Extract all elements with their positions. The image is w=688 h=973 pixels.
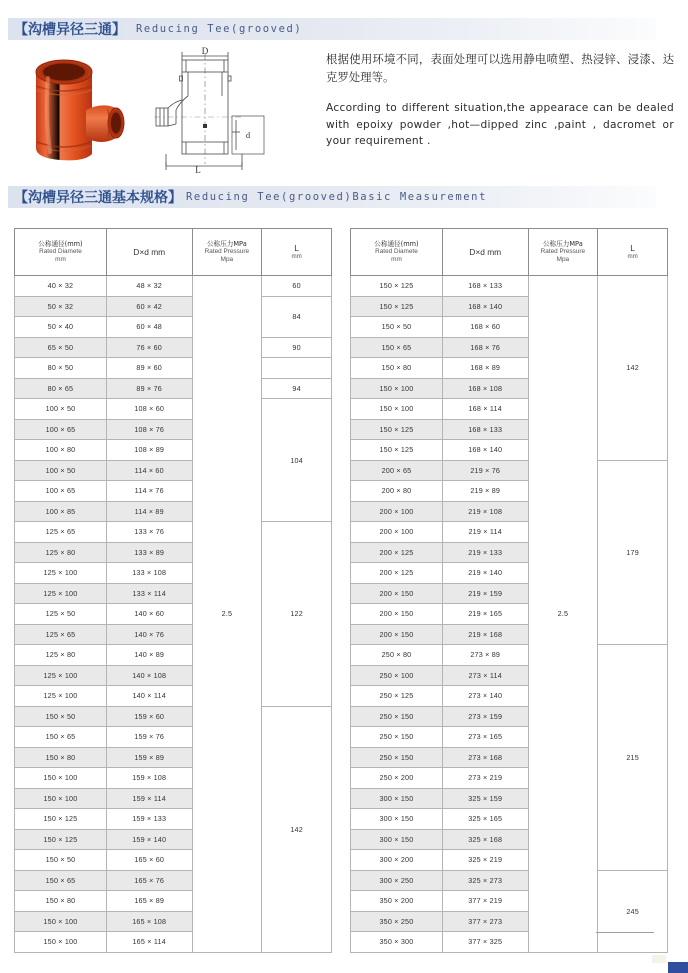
cell-length: 245 [598,870,668,952]
cell-nominal-diameter: 100 × 50 [15,399,107,420]
cell-dxd: 133 × 76 [106,522,192,543]
cell-nominal-diameter: 100 × 85 [15,501,107,522]
table-row [351,870,668,891]
cell-dxd: 168 × 89 [442,358,528,379]
cell-dxd: 219 × 140 [442,563,528,584]
cell-dxd: 159 × 60 [106,706,192,727]
section-title-cn: 【沟槽异径三通基本规格】 [14,190,182,206]
cell-dxd: 60 × 48 [106,317,192,338]
cell-dxd: 377 × 273 [442,911,528,932]
cell-nominal-diameter: 100 × 65 [15,481,107,502]
cell-dxd: 168 × 114 [442,399,528,420]
technical-cross-section-drawing [152,46,318,178]
cell-dxd: 159 × 76 [106,727,192,748]
cell-nominal-diameter: 150 × 65 [15,727,107,748]
cell-nominal-diameter: 50 × 40 [15,317,107,338]
header-dxd [442,229,528,276]
cell-nominal-diameter: 250 × 125 [351,686,443,707]
cell-nominal-diameter: 150 × 100 [351,399,443,420]
header-nominal-unit: mm [391,256,402,264]
cell-dxd: 273 × 140 [442,686,528,707]
cell-nominal-diameter: 250 × 100 [351,665,443,686]
cell-dxd: 89 × 76 [106,378,192,399]
cell-nominal-diameter: 200 × 80 [351,481,443,502]
cell-length: 215 [598,645,668,871]
cell-nominal-diameter: 150 × 80 [15,891,107,912]
dimension-label-d-branch: d [245,130,251,140]
section-title-en: Reducing Tee(grooved)Basic Measurement [186,191,488,203]
footer-swatch-blue [668,962,688,973]
cell-nominal-diameter: 200 × 150 [351,583,443,604]
cell-nominal-diameter: 65 × 50 [15,337,107,358]
cell-dxd: 273 × 168 [442,747,528,768]
table-row [15,706,332,727]
header-dxd [106,229,192,276]
cell-dxd: 76 × 60 [106,337,192,358]
cell-dxd: 168 × 133 [442,419,528,440]
spec-table-right-container [350,228,668,953]
description-english: According to different situation,the appearace can be dealed with epoixy powder ,hot—dipped zinc ,paint , dacromet or your requirement . [326,102,674,147]
cell-nominal-diameter: 40 × 32 [15,276,107,297]
cell-nominal-diameter: 100 × 65 [15,419,107,440]
cell-length: 122 [262,522,332,707]
cell-dxd: 165 × 108 [106,911,192,932]
cell-dxd: 219 × 76 [442,460,528,481]
cell-dxd: 108 × 60 [106,399,192,420]
cell-dxd: 165 × 114 [106,932,192,953]
header-length [598,229,668,276]
cell-dxd: 219 × 114 [442,522,528,543]
cell-nominal-diameter: 150 × 100 [15,768,107,789]
cell-nominal-diameter: 300 × 150 [351,829,443,850]
spec-table-right [350,228,668,953]
header-pressure-en: Rated Pressure [204,248,250,256]
cell-nominal-diameter: 300 × 250 [351,870,443,891]
cell-dxd: 325 × 273 [442,870,528,891]
section-header-product [8,18,656,40]
header-nominal-cn: 公称通径(mm) [38,239,83,248]
table-row [15,276,332,297]
header-dxd-label: D×d mm [133,246,166,257]
header-nominal-cn: 公称通径(mm) [374,239,419,248]
cell-dxd: 325 × 159 [442,788,528,809]
cell-length: 94 [262,378,332,399]
cell-nominal-diameter: 200 × 100 [351,522,443,543]
table-row [351,460,668,481]
header-rated-pressure [192,229,262,276]
cell-nominal-diameter: 125 × 80 [15,542,107,563]
cell-dxd: 219 × 159 [442,583,528,604]
table-header-row [15,229,332,276]
cell-dxd: 168 × 133 [442,276,528,297]
cell-dxd: 140 × 60 [106,604,192,625]
cell-nominal-diameter: 80 × 65 [15,378,107,399]
cell-nominal-diameter: 300 × 200 [351,850,443,871]
cell-nominal-diameter: 200 × 125 [351,563,443,584]
cell-nominal-diameter: 250 × 150 [351,727,443,748]
cell-nominal-diameter: 150 × 50 [15,850,107,871]
cell-dxd: 273 × 159 [442,706,528,727]
cell-dxd: 165 × 89 [106,891,192,912]
section-header-specs [8,186,656,208]
header-length [262,229,332,276]
cell-dxd: 140 × 108 [106,665,192,686]
footer-rule [596,932,654,933]
header-nominal-unit: mm [55,256,66,264]
spec-table-left [14,228,332,953]
header-rated-pressure [528,229,598,276]
cell-dxd: 89 × 60 [106,358,192,379]
cell-nominal-diameter: 150 × 125 [351,276,443,297]
cell-nominal-diameter: 125 × 65 [15,624,107,645]
spec-table-left-container [14,228,332,953]
cell-length: 142 [598,276,668,461]
cell-nominal-diameter: 125 × 80 [15,645,107,666]
cell-rated-pressure: 2.5 [528,276,598,953]
cell-nominal-diameter: 250 × 200 [351,768,443,789]
cell-dxd: 219 × 133 [442,542,528,563]
cell-nominal-diameter: 200 × 150 [351,624,443,645]
cell-length: 142 [262,706,332,952]
cell-dxd: 133 × 89 [106,542,192,563]
cell-length: 84 [262,296,332,337]
header-nominal-diameter [351,229,443,276]
cell-dxd: 114 × 76 [106,481,192,502]
cell-dxd: 140 × 76 [106,624,192,645]
table-row [15,378,332,399]
cell-nominal-diameter: 150 × 100 [15,932,107,953]
cell-dxd: 219 × 108 [442,501,528,522]
cell-dxd: 159 × 133 [106,809,192,830]
cell-nominal-diameter: 150 × 125 [351,296,443,317]
cell-nominal-diameter: 150 × 125 [351,419,443,440]
cell-dxd: 114 × 60 [106,460,192,481]
cell-dxd: 159 × 140 [106,829,192,850]
cell-nominal-diameter: 50 × 32 [15,296,107,317]
cell-dxd: 60 × 42 [106,296,192,317]
cell-nominal-diameter: 200 × 65 [351,460,443,481]
table-row [15,296,332,317]
cell-dxd: 273 × 89 [442,645,528,666]
cell-dxd: 219 × 165 [442,604,528,625]
header-pressure-unit: Mpa [556,256,570,264]
table-row [15,358,332,379]
header-length-label: L [294,242,299,253]
cell-nominal-diameter: 150 × 50 [15,706,107,727]
dimension-label-l-bottom: L [195,165,201,175]
cell-dxd: 140 × 114 [106,686,192,707]
cell-nominal-diameter: 300 × 150 [351,788,443,809]
table-header-row [351,229,668,276]
cell-nominal-diameter: 350 × 200 [351,891,443,912]
table-row [15,337,332,358]
cell-dxd: 219 × 168 [442,624,528,645]
header-nominal-en: Rated Diamete [375,248,418,256]
cell-nominal-diameter: 150 × 125 [15,809,107,830]
cell-nominal-diameter: 150 × 65 [351,337,443,358]
cell-dxd: 219 × 89 [442,481,528,502]
cell-dxd: 377 × 325 [442,932,528,953]
cell-nominal-diameter: 200 × 100 [351,501,443,522]
cell-dxd: 159 × 89 [106,747,192,768]
cell-nominal-diameter: 125 × 50 [15,604,107,625]
cell-nominal-diameter: 300 × 150 [351,809,443,830]
description-chinese: 根据使用环境不同，表面处理可以选用静电喷塑、热浸锌、浸漆、达克罗处理等。 [326,52,674,84]
cell-nominal-diameter: 150 × 80 [351,358,443,379]
cell-nominal-diameter: 80 × 50 [15,358,107,379]
cell-dxd: 159 × 108 [106,768,192,789]
cell-length: 90 [262,337,332,358]
cell-dxd: 108 × 76 [106,419,192,440]
section-title-cn: 【沟槽异径三通】 [14,22,126,38]
cell-nominal-diameter: 100 × 50 [15,460,107,481]
header-nominal-diameter [15,229,107,276]
cell-nominal-diameter: 150 × 125 [15,829,107,850]
table-row [15,522,332,543]
cell-dxd: 133 × 108 [106,563,192,584]
cell-length: 60 [262,276,332,297]
cell-rated-pressure: 2.5 [192,276,262,953]
cell-dxd: 133 × 114 [106,583,192,604]
header-dxd-label: D×d mm [469,246,502,257]
cell-nominal-diameter: 200 × 125 [351,542,443,563]
cell-dxd: 273 × 219 [442,768,528,789]
spec-table-right-body [351,276,668,953]
cell-nominal-diameter: 150 × 65 [15,870,107,891]
cell-dxd: 165 × 60 [106,850,192,871]
cell-dxd: 168 × 60 [442,317,528,338]
cell-nominal-diameter: 150 × 125 [351,440,443,461]
cell-nominal-diameter: 250 × 80 [351,645,443,666]
header-length-unit: mm [291,253,302,261]
cell-dxd: 168 × 108 [442,378,528,399]
cell-dxd: 140 × 89 [106,645,192,666]
table-row [351,645,668,666]
header-length-label: L [630,242,635,253]
cell-dxd: 168 × 76 [442,337,528,358]
cell-nominal-diameter: 350 × 300 [351,932,443,953]
header-nominal-en: Rated Diamete [39,248,82,256]
section-title-en: Reducing Tee(grooved) [136,23,303,35]
cell-dxd: 273 × 165 [442,727,528,748]
table-row [351,276,668,297]
cell-dxd: 108 × 89 [106,440,192,461]
cell-nominal-diameter: 150 × 100 [15,788,107,809]
cell-dxd: 168 × 140 [442,296,528,317]
cell-nominal-diameter: 250 × 150 [351,706,443,727]
cell-dxd: 325 × 165 [442,809,528,830]
cell-length [262,358,332,379]
cell-nominal-diameter: 125 × 100 [15,686,107,707]
cell-nominal-diameter: 150 × 80 [15,747,107,768]
cell-nominal-diameter: 125 × 100 [15,583,107,604]
cell-nominal-diameter: 125 × 100 [15,563,107,584]
header-pressure-unit: Mpa [220,256,234,264]
cell-dxd: 273 × 114 [442,665,528,686]
cell-nominal-diameter: 100 × 80 [15,440,107,461]
cell-dxd: 325 × 168 [442,829,528,850]
header-pressure-cn: 公称压力MPa [542,239,583,248]
cell-dxd: 377 × 219 [442,891,528,912]
table-row [15,399,332,420]
cell-nominal-diameter: 150 × 50 [351,317,443,338]
cell-dxd: 159 × 114 [106,788,192,809]
dimension-label-d-top: D [201,46,209,56]
cell-dxd: 48 × 32 [106,276,192,297]
cell-nominal-diameter: 350 × 250 [351,911,443,932]
header-pressure-cn: 公称压力MPa [206,239,247,248]
cell-length: 104 [262,399,332,522]
cell-dxd: 114 × 89 [106,501,192,522]
cell-nominal-diameter: 200 × 150 [351,604,443,625]
footer-swatch-light [652,955,666,963]
product-description-block [326,50,674,150]
cell-nominal-diameter: 125 × 100 [15,665,107,686]
cell-length: 179 [598,460,668,645]
cell-nominal-diameter: 150 × 100 [15,911,107,932]
product-photo-reducing-tee [24,50,150,170]
cell-nominal-diameter: 250 × 150 [351,747,443,768]
cell-dxd: 168 × 140 [442,440,528,461]
cell-dxd: 325 × 219 [442,850,528,871]
cell-dxd: 165 × 76 [106,870,192,891]
header-pressure-en: Rated Pressure [540,248,586,256]
cell-nominal-diameter: 150 × 100 [351,378,443,399]
cell-nominal-diameter: 125 × 65 [15,522,107,543]
header-length-unit: mm [627,253,638,261]
spec-table-left-body [15,276,332,953]
